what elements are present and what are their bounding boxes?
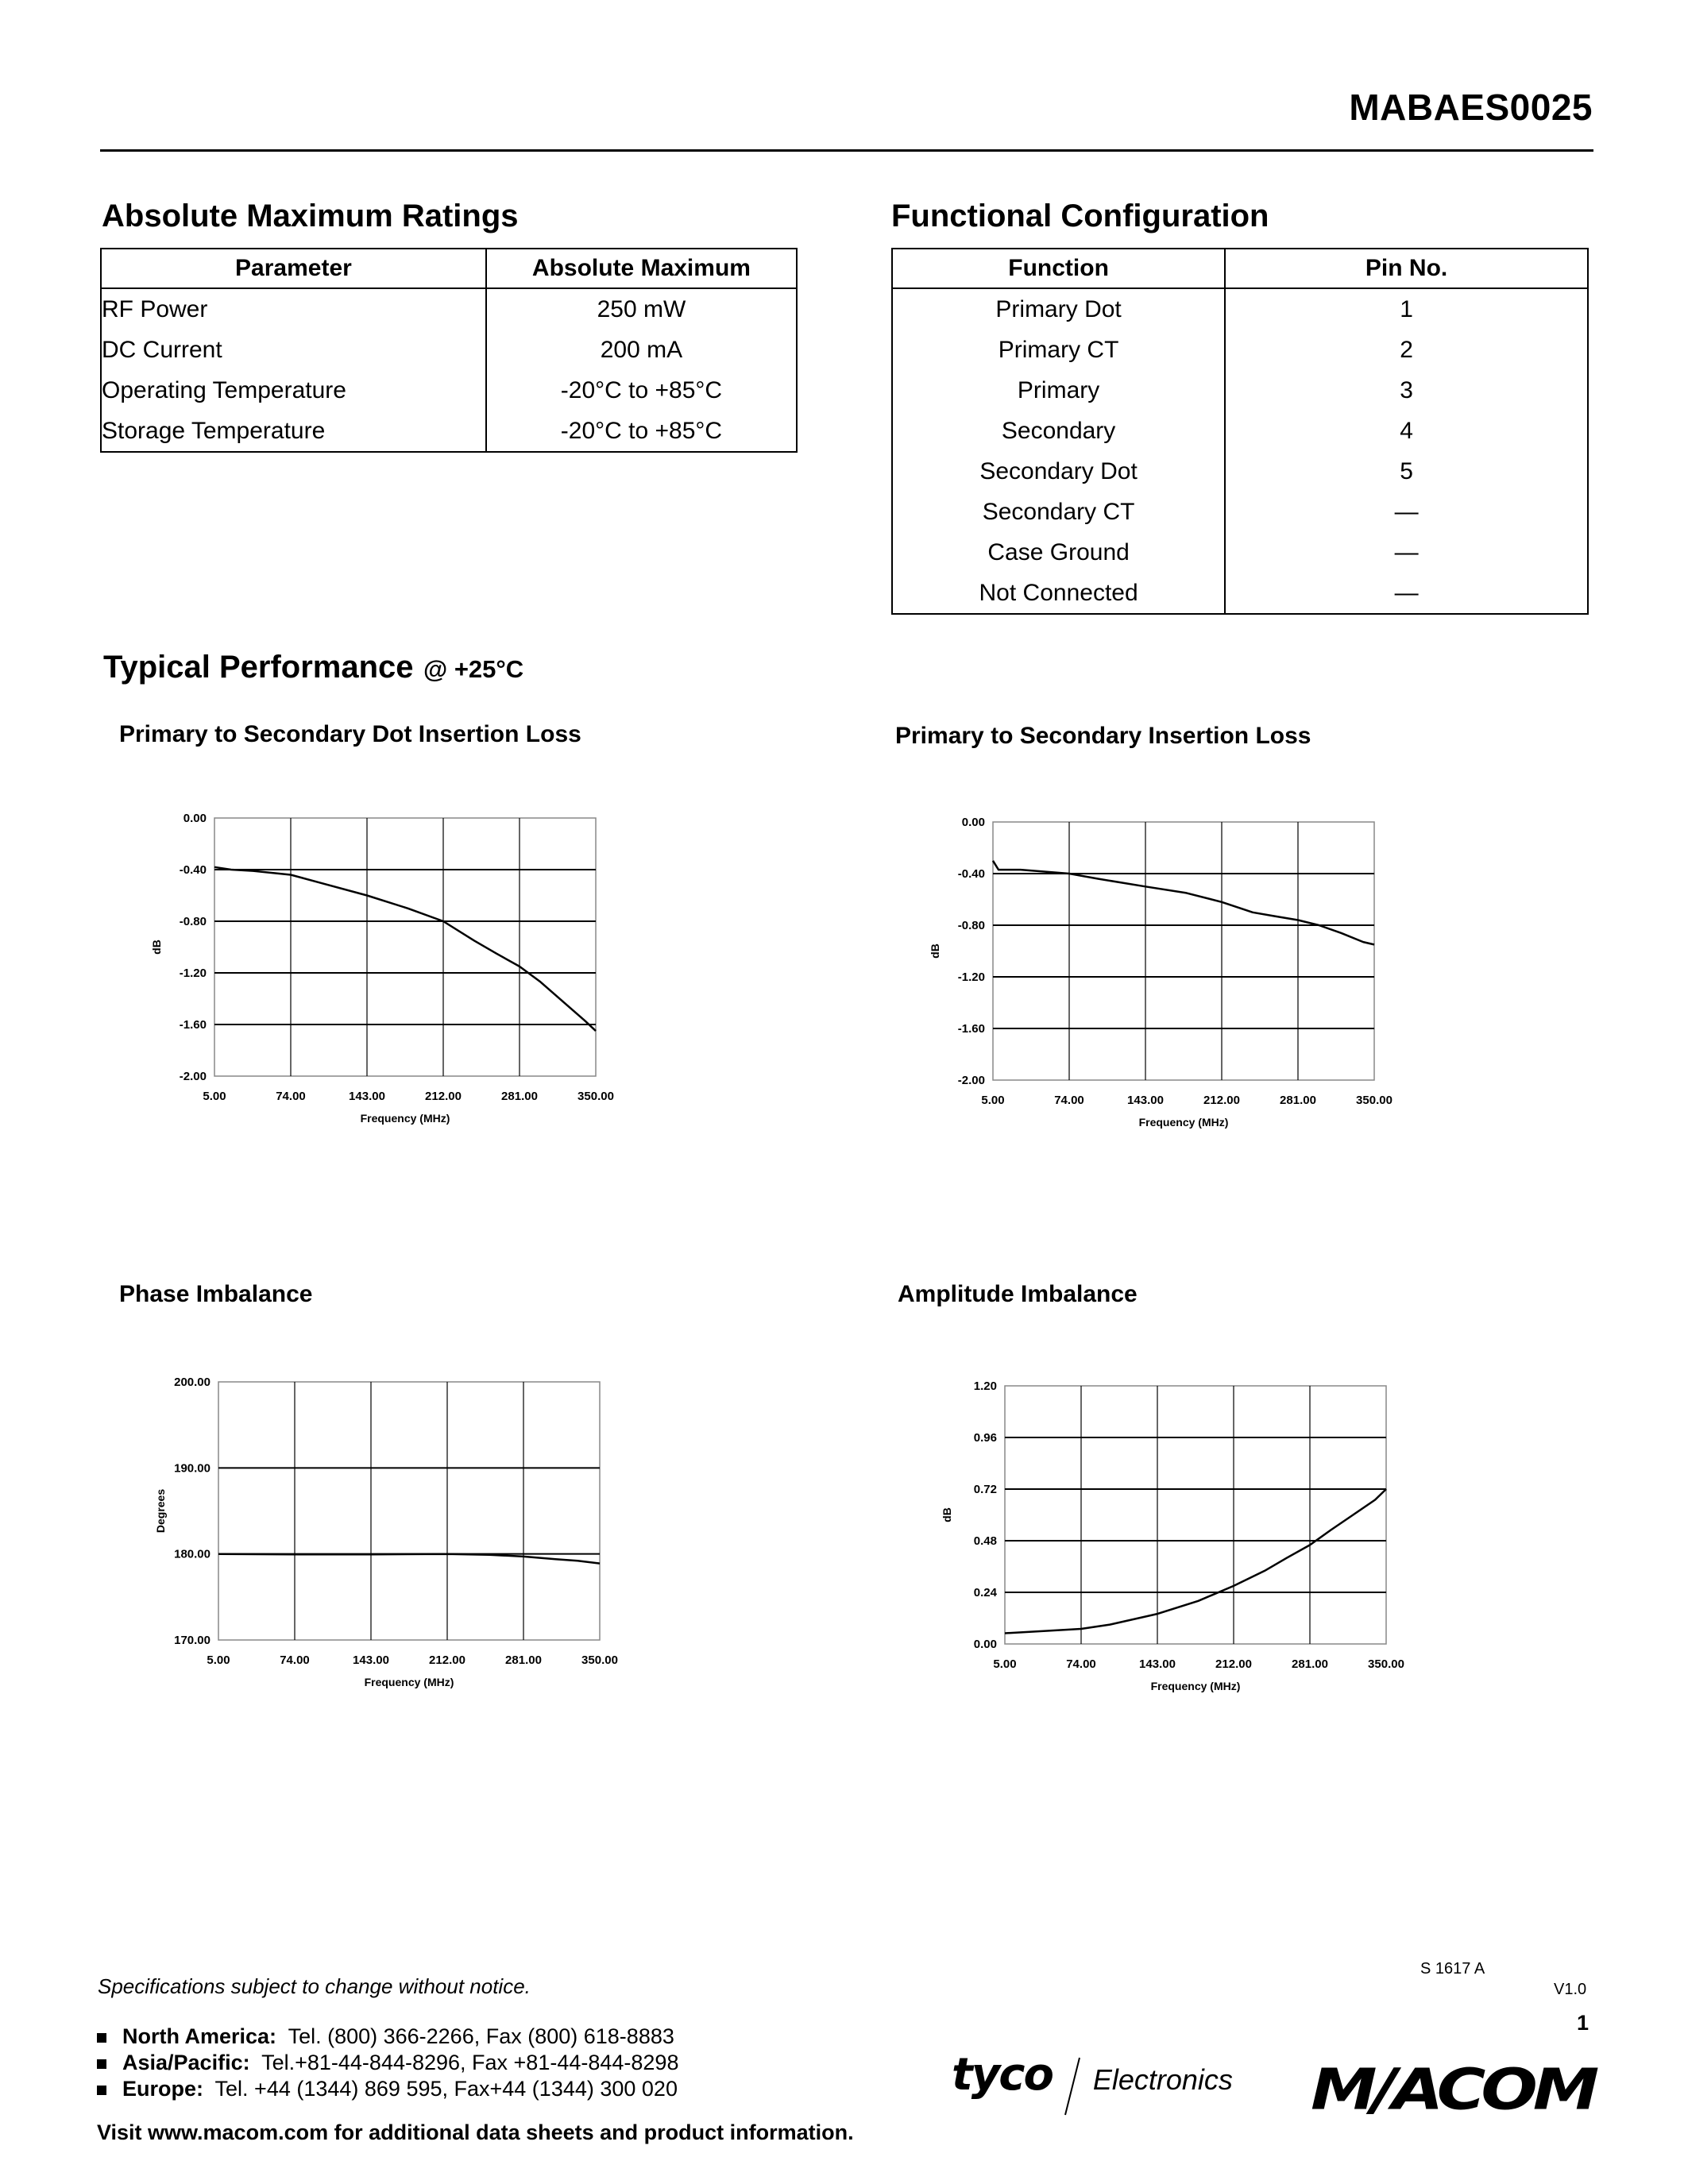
- part-number: MABAES0025: [1349, 87, 1593, 128]
- x-tick-label: 5.00: [993, 1657, 1017, 1671]
- x-tick-label: 212.00: [1203, 1094, 1240, 1107]
- x-axis-label: Frequency (MHz): [360, 1112, 450, 1125]
- amplitude-imbalance-chart: [933, 1370, 1442, 1719]
- x-tick-label: 74.00: [1066, 1657, 1096, 1671]
- function-cell: Secondary: [892, 411, 1225, 451]
- x-tick-label: 143.00: [353, 1653, 389, 1667]
- pin-cell: —: [1225, 532, 1588, 573]
- config-header-function: Function: [892, 249, 1225, 288]
- value-cell: -20°C to +85°C: [486, 411, 797, 452]
- function-cell: Not Connected: [892, 573, 1225, 614]
- table-row: [892, 370, 1588, 411]
- bullet-icon: [97, 2033, 106, 2043]
- y-tick-label: -2.00: [179, 1070, 207, 1083]
- table-row: [101, 330, 797, 370]
- y-tick-label: 180.00: [174, 1547, 211, 1561]
- bullet-icon: [97, 2059, 106, 2069]
- function-cell: Secondary CT: [892, 492, 1225, 532]
- x-tick-label: 5.00: [203, 1090, 226, 1103]
- table-row: [101, 370, 797, 411]
- ratings-table: [100, 248, 798, 453]
- x-tick-label: 212.00: [1215, 1657, 1252, 1671]
- contact-region: North America:: [122, 2024, 277, 2048]
- table-row: [892, 492, 1588, 532]
- y-tick-label: 0.72: [973, 1483, 997, 1496]
- ratings-header-parameter: Parameter: [101, 249, 486, 288]
- y-tick-label: -1.60: [179, 1018, 207, 1032]
- pin-cell: 4: [1225, 411, 1588, 451]
- x-tick-label: 281.00: [505, 1653, 542, 1667]
- contact-row: [97, 2024, 678, 2050]
- param-cell: Operating Temperature: [101, 370, 486, 411]
- value-cell: 250 mW: [486, 288, 797, 330]
- table-row: [892, 532, 1588, 573]
- y-tick-label: 1.20: [973, 1379, 997, 1393]
- plot-area: [1005, 1386, 1386, 1644]
- header-rule: [100, 149, 1593, 152]
- x-axis-label: Frequency (MHz): [1138, 1116, 1229, 1129]
- y-tick-label: -1.20: [179, 967, 207, 980]
- table-row: [892, 330, 1588, 370]
- y-tick-label: -1.60: [957, 1022, 985, 1036]
- page-number: 1: [1577, 2011, 1590, 2035]
- y-axis-label: dB: [150, 940, 163, 955]
- chart-title-1: Primary to Secondary Dot Insertion Loss: [119, 721, 581, 747]
- doc-code: S 1617 A: [1420, 1960, 1485, 1978]
- function-cell: Primary CT: [892, 330, 1225, 370]
- x-tick-label: 350.00: [1368, 1657, 1404, 1671]
- x-axis-label: Frequency (MHz): [1150, 1680, 1241, 1692]
- spec-note: Specifications subject to change without notice.: [98, 1974, 531, 1998]
- config-title: Functional Configuration: [891, 199, 1269, 233]
- x-tick-label: 281.00: [501, 1090, 538, 1103]
- ratings-header-max: Absolute Maximum: [486, 249, 797, 288]
- x-tick-label: 350.00: [581, 1653, 618, 1667]
- version: V1.0: [1554, 1981, 1587, 1998]
- plot-area: [218, 1382, 600, 1640]
- y-tick-label: 0.00: [183, 812, 207, 825]
- function-cell: Primary Dot: [892, 288, 1225, 330]
- contact-list: [97, 2024, 678, 2102]
- x-tick-label: 143.00: [349, 1090, 385, 1103]
- config-table: [891, 248, 1589, 615]
- table-row: [892, 451, 1588, 492]
- param-cell: DC Current: [101, 330, 486, 370]
- table-row: [892, 288, 1588, 330]
- x-tick-label: 281.00: [1292, 1657, 1328, 1671]
- pin-cell: 5: [1225, 451, 1588, 492]
- phase-imbalance-chart: [147, 1366, 655, 1715]
- y-tick-label: -0.40: [179, 863, 207, 877]
- param-cell: RF Power: [101, 288, 486, 330]
- x-tick-label: 350.00: [1356, 1094, 1393, 1107]
- y-tick-label: 0.96: [973, 1431, 997, 1445]
- performance-heading: [103, 650, 523, 685]
- x-tick-label: 143.00: [1127, 1094, 1164, 1107]
- param-cell: Storage Temperature: [101, 411, 486, 452]
- bullet-icon: [97, 2086, 106, 2095]
- contact-info: Tel.+81-44-844-8296, Fax +81-44-844-8298: [261, 2051, 679, 2074]
- value-cell: -20°C to +85°C: [486, 370, 797, 411]
- contact-info: Tel. (800) 366-2266, Fax (800) 618-8883: [288, 2024, 674, 2048]
- contact-row: [97, 2050, 678, 2076]
- x-tick-label: 281.00: [1280, 1094, 1316, 1107]
- performance-condition: @ +25°C: [423, 655, 524, 683]
- x-tick-label: 74.00: [280, 1653, 310, 1667]
- x-tick-label: 74.00: [1054, 1094, 1084, 1107]
- table-row: [892, 573, 1588, 614]
- tyco-electronics-logo: [952, 2049, 1233, 2118]
- x-tick-label: 212.00: [425, 1090, 462, 1103]
- value-cell: 200 mA: [486, 330, 797, 370]
- pin-cell: 3: [1225, 370, 1588, 411]
- y-axis-label: Degrees: [154, 1488, 167, 1534]
- pin-cell: —: [1225, 573, 1588, 614]
- y-axis-label: dB: [929, 943, 941, 959]
- y-axis-label: dB: [941, 1507, 953, 1522]
- chart-title-4: Amplitude Imbalance: [898, 1281, 1138, 1307]
- plot-area: [993, 822, 1374, 1080]
- y-tick-label: -1.20: [957, 970, 985, 984]
- chart-title-3: Phase Imbalance: [119, 1281, 313, 1307]
- chart-title-2: Primary to Secondary Insertion Loss: [895, 723, 1311, 749]
- function-cell: Primary: [892, 370, 1225, 411]
- y-tick-label: 0.00: [973, 1638, 997, 1651]
- y-tick-label: -0.80: [179, 915, 207, 928]
- y-tick-label: 170.00: [174, 1634, 211, 1647]
- pin-cell: 1: [1225, 288, 1588, 330]
- x-tick-label: 5.00: [981, 1094, 1005, 1107]
- macom-logo: M/ACOM: [1311, 2056, 1595, 2123]
- y-tick-label: 200.00: [174, 1376, 211, 1389]
- pin-cell: 2: [1225, 330, 1588, 370]
- logo-electronics-text: Electronics: [1092, 2063, 1233, 2096]
- insertion-loss-dot-chart: [143, 802, 651, 1152]
- contact-info: Tel. +44 (1344) 869 595, Fax+44 (1344) 300 020: [214, 2077, 678, 2101]
- insertion-loss-chart: [921, 806, 1430, 1156]
- pin-cell: —: [1225, 492, 1588, 532]
- table-row: [892, 411, 1588, 451]
- y-tick-label: 0.48: [973, 1534, 997, 1548]
- logo-slash-icon: [1060, 2055, 1084, 2118]
- function-cell: Case Ground: [892, 532, 1225, 573]
- y-tick-label: 0.00: [961, 816, 985, 829]
- logo-tyco-text: tyco: [952, 2049, 1053, 2101]
- x-tick-label: 5.00: [207, 1653, 230, 1667]
- y-tick-label: -0.40: [957, 867, 985, 881]
- y-tick-label: 0.24: [973, 1586, 997, 1599]
- config-header-pin: Pin No.: [1225, 249, 1588, 288]
- y-tick-label: -0.80: [957, 919, 985, 932]
- x-tick-label: 350.00: [577, 1090, 614, 1103]
- visit-link[interactable]: Visit www.macom.com for additional data sheets and product information.: [97, 2120, 854, 2144]
- contact-row: [97, 2076, 678, 2102]
- function-cell: Secondary Dot: [892, 451, 1225, 492]
- table-row: [101, 288, 797, 330]
- x-tick-label: 143.00: [1139, 1657, 1176, 1671]
- y-tick-label: -2.00: [957, 1074, 985, 1087]
- x-tick-label: 212.00: [429, 1653, 465, 1667]
- contact-region: Europe:: [122, 2077, 204, 2101]
- y-tick-label: 190.00: [174, 1461, 211, 1476]
- table-row: [101, 411, 797, 452]
- ratings-title: Absolute Maximum Ratings: [102, 199, 519, 233]
- contact-region: Asia/Pacific:: [122, 2051, 250, 2074]
- x-tick-label: 74.00: [276, 1090, 306, 1103]
- performance-title: Typical Performance: [103, 650, 414, 685]
- x-axis-label: Frequency (MHz): [364, 1676, 454, 1688]
- plot-area: [214, 818, 596, 1076]
